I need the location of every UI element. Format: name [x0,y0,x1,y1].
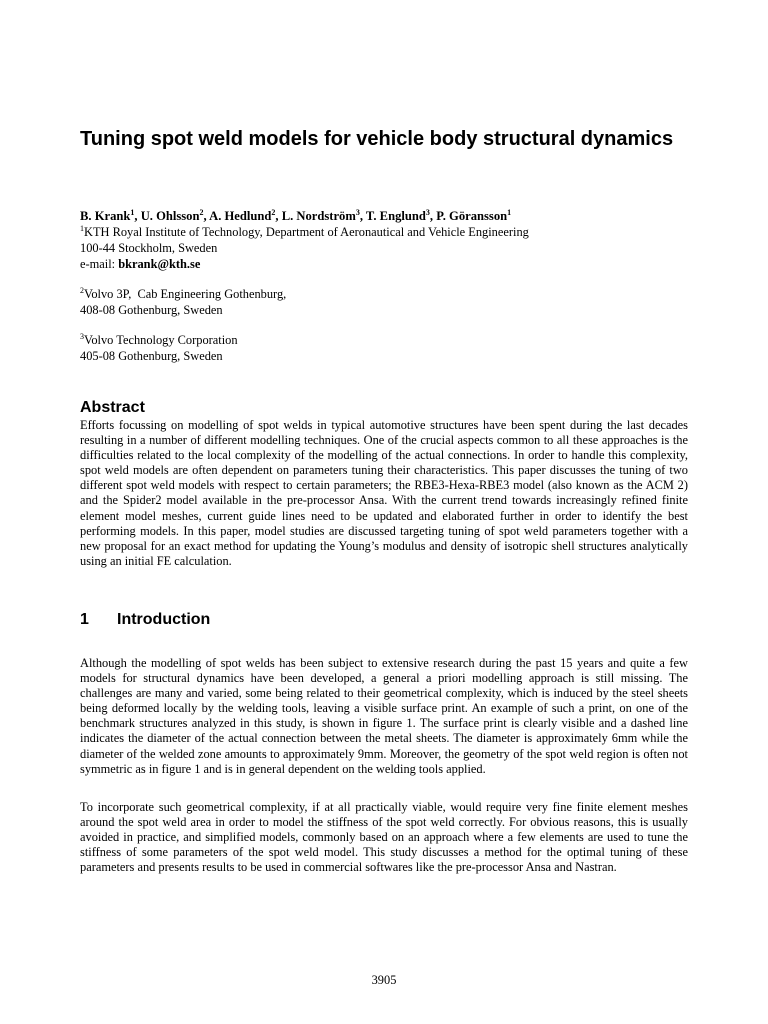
author: P. Göransson$^1$ [436,208,512,223]
affiliation-3: $^3$Volvo Technology Corporation 405-08 Gothenburg, Sweden [80,332,238,363]
introduction-paragraph-1: Although the modelling of spot welds has been subject to extensive research during the past 15 years and quite a few models for structural dynamics have been developed, a general a priori modelling approach is still missing. The challenges are many and varied, some being related to their geometrical complexity, which is induced by the steel sheets being deformed locally by the welding tools, leaving a visible surface print. An example of such a print, on one of the benchmark structures analyzed in this study, is shown in figure 1. The surface print is clearly visible and a dashed line indicates the diameter of the actual connection between the metal sheets. The diameter is approximately 6mm while the diameter of the welded zone amounts to approximately 9mm. Moreover, the geometry of the spot weld region is often not symmetric as in figure 1 and is in general dependent on the welding tools applied. [80,656,688,776]
page-number: 3905 [371,973,397,987]
introduction-paragraph-2: To incorporate such geometrical complexity, if at all practically viable, would require very fine finite element meshes around the spot weld area in order to model the stiffness of the spot weld correctly. For obvious reasons, this is usually avoided in practice, and simplified models, commonly based on an approach where a few elements are used to tune the stiffness of some parameters of the spot weld model. This study discusses a method for the optimal tuning of these parameters and presents results to be used in commercial softwares like the pre-processor Ansa and Nastran. [80,800,688,875]
author: A. Hedlund$^2$, [209,208,282,223]
affiliation-1: $^1$KTH Royal Institute of Technology, Department of Aeronautical and Vehicle Engineering 100-44 Stockholm, Sweden e-mail: bkrank@kth.se [80,224,529,271]
section-number: 1 [80,611,89,628]
author: T. Englund$^3$, [365,208,437,223]
paper-title: Tuning spot weld models for vehicle body structural dynamics [80,128,674,150]
author: U. Ohlsson$^2$, [140,208,210,223]
affiliation-2: $^2$Volvo 3P, Cab Engineering Gothenburg, 408-08 Gothenburg, Sweden [80,286,287,317]
author: L. Nordström$^3$, [281,208,366,223]
email-address[interactable]: bkrank@kth.se [118,257,201,271]
introduction-heading: 1 Introduction [80,611,211,628]
abstract-heading: Abstract [80,399,145,416]
author-list [80,208,700,224]
author: B. Krank$^1$, [80,208,141,223]
abstract-text: Efforts focussing on modelling of spot welds in typical automotive structures have been spent during the last decades resulting in a number of different modelling techniques. One of the crucial aspects common to all these approaches is the difficulties related to the local complexity of the modelling of the actual connections. In order to handle this complexity, spot weld models are often dependent on parameters tuning their characteristics. This paper discusses the tuning of two different spot weld models with respect to certain parameters; the RBE3-Hexa-RBE3 model (also known as the ACM 2) and the Spider2 model available in the pre-processor Ansa. With the current trend towards increasingly refined finite element model meshes, current guide lines need to be updated and elaborated further in order to identify the best performing models. In this paper, model studies are discussed targeting tuning of spot weld parameters together with a new proposal for an exact method for updating the Young’s modulus and density of isotropic shell structures analytically using an initial FE calculation. [80,418,688,568]
